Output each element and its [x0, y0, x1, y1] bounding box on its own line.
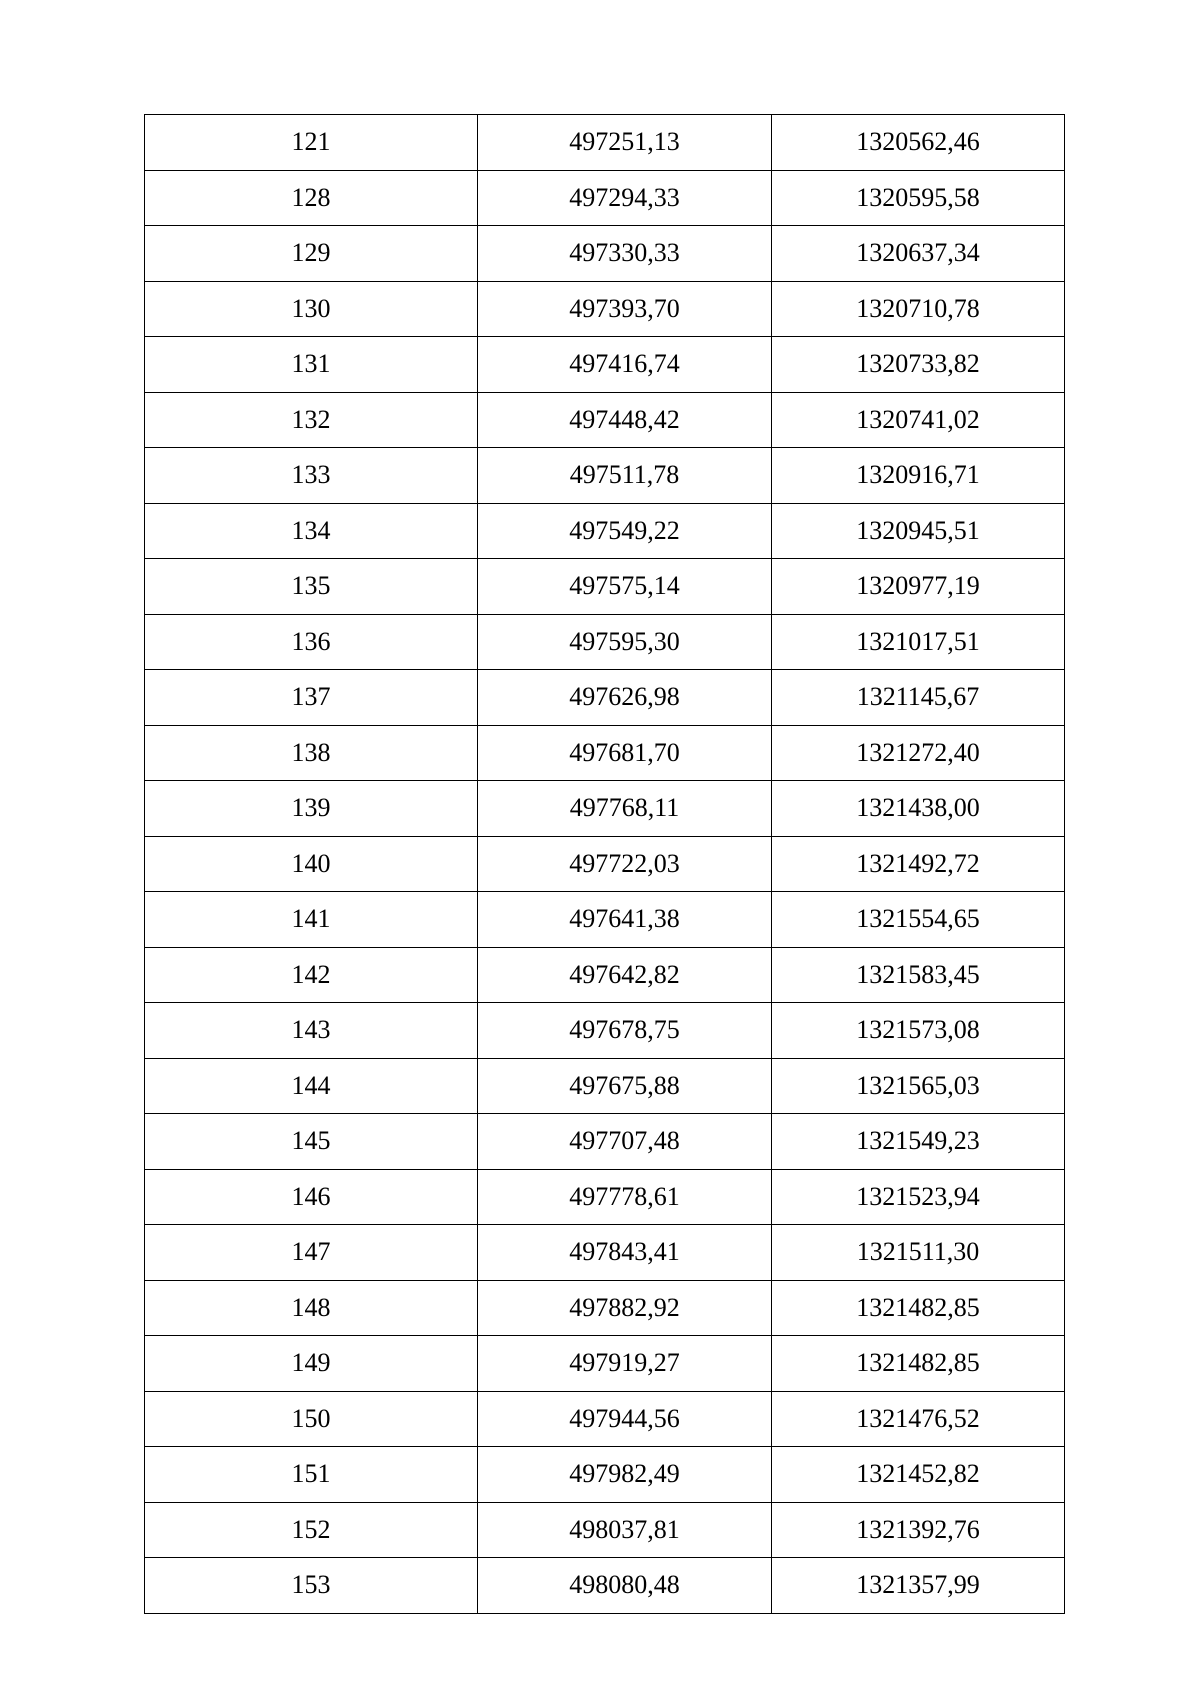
table-row	[145, 337, 1065, 393]
table-row	[145, 1558, 1065, 1614]
x-coordinate-cell: 498037,81	[478, 1502, 772, 1558]
x-coordinate-cell: 497778,61	[478, 1169, 772, 1225]
x-coordinate-cell: 497678,75	[478, 1003, 772, 1059]
y-coordinate-cell: 1321573,08	[772, 1003, 1065, 1059]
point-number-cell: 132	[145, 392, 478, 448]
table-row	[145, 559, 1065, 615]
table-row	[145, 1336, 1065, 1392]
point-number-cell: 142	[145, 947, 478, 1003]
x-coordinate-cell: 497843,41	[478, 1225, 772, 1281]
x-coordinate-cell: 497251,13	[478, 115, 772, 171]
point-number-cell: 133	[145, 448, 478, 504]
x-coordinate-cell: 497681,70	[478, 725, 772, 781]
table-row	[145, 892, 1065, 948]
table-row	[145, 1447, 1065, 1503]
table-row	[145, 392, 1065, 448]
x-coordinate-cell: 497722,03	[478, 836, 772, 892]
x-coordinate-cell: 497626,98	[478, 670, 772, 726]
y-coordinate-cell: 1320562,46	[772, 115, 1065, 171]
point-number-cell: 151	[145, 1447, 478, 1503]
table-row	[145, 1502, 1065, 1558]
x-coordinate-cell: 497982,49	[478, 1447, 772, 1503]
y-coordinate-cell: 1321357,99	[772, 1558, 1065, 1614]
x-coordinate-cell: 497575,14	[478, 559, 772, 615]
point-number-cell: 131	[145, 337, 478, 393]
point-number-cell: 136	[145, 614, 478, 670]
y-coordinate-cell: 1320741,02	[772, 392, 1065, 448]
y-coordinate-cell: 1321583,45	[772, 947, 1065, 1003]
table-row	[145, 1391, 1065, 1447]
x-coordinate-cell: 497511,78	[478, 448, 772, 504]
x-coordinate-cell: 497595,30	[478, 614, 772, 670]
y-coordinate-cell: 1321482,85	[772, 1336, 1065, 1392]
point-number-cell: 150	[145, 1391, 478, 1447]
table-row	[145, 226, 1065, 282]
y-coordinate-cell: 1320916,71	[772, 448, 1065, 504]
x-coordinate-cell: 497448,42	[478, 392, 772, 448]
coordinates-table-body	[145, 115, 1065, 1614]
point-number-cell: 153	[145, 1558, 478, 1614]
point-number-cell: 146	[145, 1169, 478, 1225]
x-coordinate-cell: 497919,27	[478, 1336, 772, 1392]
table-row	[145, 1003, 1065, 1059]
point-number-cell: 144	[145, 1058, 478, 1114]
table-row	[145, 1225, 1065, 1281]
x-coordinate-cell: 497393,70	[478, 281, 772, 337]
y-coordinate-cell: 1320637,34	[772, 226, 1065, 282]
point-number-cell: 152	[145, 1502, 478, 1558]
table-row	[145, 170, 1065, 226]
point-number-cell: 148	[145, 1280, 478, 1336]
x-coordinate-cell: 497641,38	[478, 892, 772, 948]
y-coordinate-cell: 1321438,00	[772, 781, 1065, 837]
point-number-cell: 134	[145, 503, 478, 559]
coordinates-table	[144, 114, 1065, 1614]
y-coordinate-cell: 1321482,85	[772, 1280, 1065, 1336]
point-number-cell: 139	[145, 781, 478, 837]
table-row	[145, 781, 1065, 837]
y-coordinate-cell: 1320977,19	[772, 559, 1065, 615]
y-coordinate-cell: 1320710,78	[772, 281, 1065, 337]
point-number-cell: 130	[145, 281, 478, 337]
point-number-cell: 129	[145, 226, 478, 282]
x-coordinate-cell: 497944,56	[478, 1391, 772, 1447]
table-row	[145, 614, 1065, 670]
table-row	[145, 725, 1065, 781]
y-coordinate-cell: 1321145,67	[772, 670, 1065, 726]
x-coordinate-cell: 497294,33	[478, 170, 772, 226]
y-coordinate-cell: 1321565,03	[772, 1058, 1065, 1114]
table-row	[145, 670, 1065, 726]
point-number-cell: 137	[145, 670, 478, 726]
point-number-cell: 149	[145, 1336, 478, 1392]
point-number-cell: 138	[145, 725, 478, 781]
y-coordinate-cell: 1321017,51	[772, 614, 1065, 670]
y-coordinate-cell: 1321452,82	[772, 1447, 1065, 1503]
y-coordinate-cell: 1321272,40	[772, 725, 1065, 781]
point-number-cell: 128	[145, 170, 478, 226]
point-number-cell: 135	[145, 559, 478, 615]
x-coordinate-cell: 497882,92	[478, 1280, 772, 1336]
table-row	[145, 1169, 1065, 1225]
point-number-cell: 147	[145, 1225, 478, 1281]
table-row	[145, 1058, 1065, 1114]
point-number-cell: 121	[145, 115, 478, 171]
y-coordinate-cell: 1321476,52	[772, 1391, 1065, 1447]
point-number-cell: 141	[145, 892, 478, 948]
x-coordinate-cell: 497416,74	[478, 337, 772, 393]
y-coordinate-cell: 1321554,65	[772, 892, 1065, 948]
y-coordinate-cell: 1321523,94	[772, 1169, 1065, 1225]
x-coordinate-cell: 498080,48	[478, 1558, 772, 1614]
table-row	[145, 503, 1065, 559]
table-row	[145, 281, 1065, 337]
point-number-cell: 145	[145, 1114, 478, 1170]
table-row	[145, 448, 1065, 504]
x-coordinate-cell: 497642,82	[478, 947, 772, 1003]
table-row	[145, 947, 1065, 1003]
x-coordinate-cell: 497330,33	[478, 226, 772, 282]
y-coordinate-cell: 1320595,58	[772, 170, 1065, 226]
x-coordinate-cell: 497768,11	[478, 781, 772, 837]
y-coordinate-cell: 1321549,23	[772, 1114, 1065, 1170]
table-row	[145, 115, 1065, 171]
y-coordinate-cell: 1320945,51	[772, 503, 1065, 559]
y-coordinate-cell: 1321511,30	[772, 1225, 1065, 1281]
table-row	[145, 1114, 1065, 1170]
x-coordinate-cell: 497707,48	[478, 1114, 772, 1170]
x-coordinate-cell: 497549,22	[478, 503, 772, 559]
y-coordinate-cell: 1321392,76	[772, 1502, 1065, 1558]
point-number-cell: 143	[145, 1003, 478, 1059]
point-number-cell: 140	[145, 836, 478, 892]
x-coordinate-cell: 497675,88	[478, 1058, 772, 1114]
table-row	[145, 1280, 1065, 1336]
y-coordinate-cell: 1320733,82	[772, 337, 1065, 393]
table-row	[145, 836, 1065, 892]
y-coordinate-cell: 1321492,72	[772, 836, 1065, 892]
